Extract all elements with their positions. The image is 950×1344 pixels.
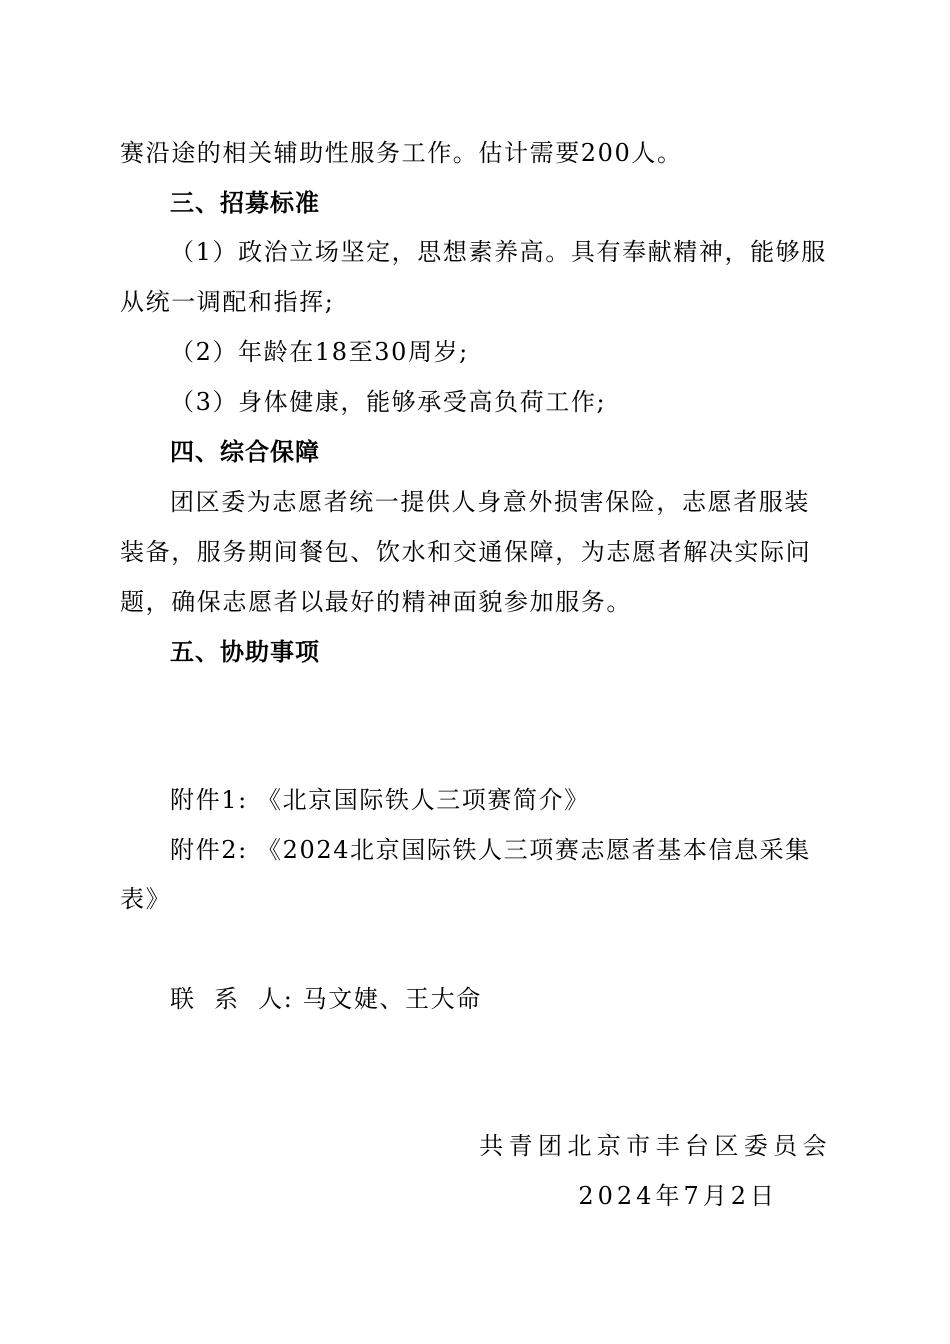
section-4-line-3: 题，确保志愿者以最好的精神面貌参加服务。 xyxy=(120,588,632,616)
issuing-organization: 共青团北京市丰台区委员会 xyxy=(479,1132,832,1160)
section-4-heading: 四、综合保障 xyxy=(170,438,320,466)
attachment-2-line-2: 表》 xyxy=(120,885,172,913)
section-4-line-2: 装备，服务期间餐包、饮水和交通保障，为志愿者解决实际问 xyxy=(120,538,812,566)
attachment-1: 附件1: 《北京国际铁人三项赛简介》 xyxy=(170,786,590,814)
standard-1-line-2: 从统一调配和指挥; xyxy=(120,288,335,316)
section-4-line-1: 团区委为志愿者统一提供人身意外损害保险，志愿者服装 xyxy=(170,488,810,516)
section-3-heading: 三、招募标准 xyxy=(170,189,320,217)
standard-3: （3）身体健康，能够承受高负荷工作; xyxy=(170,388,607,416)
standard-2: （2）年龄在18至30周岁; xyxy=(170,338,469,366)
section-5-heading: 五、协助事项 xyxy=(170,638,320,666)
continuation-line: 赛沿途的相关辅助性服务工作。估计需要200人。 xyxy=(120,139,683,167)
standard-1-line-1: （1）政治立场坚定，思想素养高。具有奉献精神，能够服 xyxy=(170,238,827,266)
issue-date: 2024年7月2日 xyxy=(578,1182,778,1210)
attachment-2-line-1: 附件2: 《2024北京国际铁人三项赛志愿者基本信息采集 xyxy=(170,836,811,864)
contact-line: 联 系 人: 马文婕、王大命 xyxy=(170,985,482,1013)
